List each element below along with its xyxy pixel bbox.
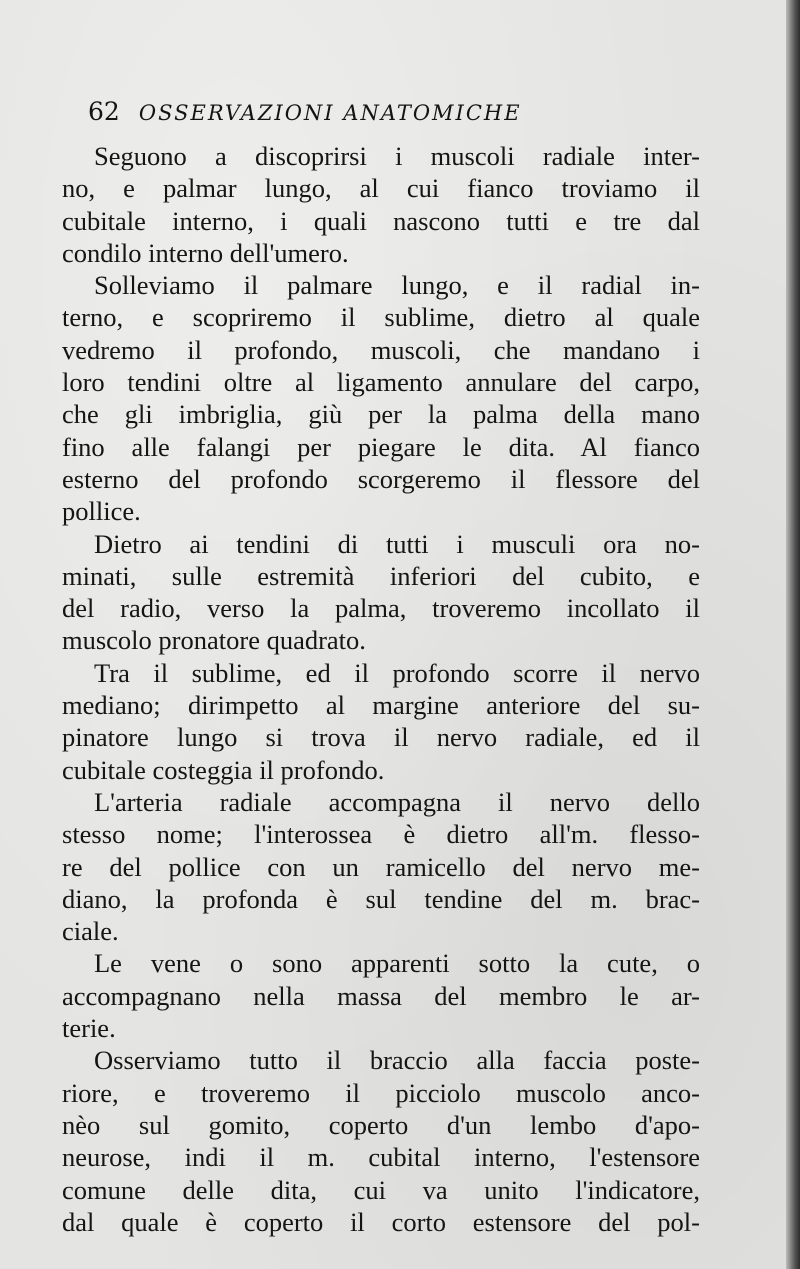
text-line: terno, e scopriremo il sublime, dietro al quale: [62, 302, 700, 333]
text-line: Tra il sublime, ed il profondo scorre il nervo: [94, 657, 700, 688]
text-line: ciale.: [62, 916, 119, 947]
text-line: neurose, indi il m. cubital interno, l'estensore: [62, 1142, 700, 1173]
text-line: del radio, verso la palma, troveremo incollato il: [62, 593, 700, 624]
text-line: Osserviamo tutto il braccio alla faccia poste-: [94, 1045, 700, 1076]
text-line: cubitale interno, i quali nascono tutti e tre dal: [62, 205, 700, 236]
text-line: accompagnano nella massa del membro le ar-: [62, 980, 700, 1011]
text-line: fino alle falangi per piegare le dita. Al fianco: [62, 431, 700, 462]
page-number: 62: [88, 97, 120, 126]
text-line: nèo sul gomito, coperto d'un lembo d'apo-: [62, 1109, 700, 1140]
text-line: muscolo pronatore quadrato.: [62, 625, 366, 656]
text-line: Dietro ai tendini di tutti i musculi ora no-: [94, 528, 700, 559]
page-edge-shadow: [786, 0, 800, 1269]
text-line: cubitale costeggia il profondo.: [62, 754, 385, 785]
text-line: L'arteria radiale accompagna il nervo dello: [94, 786, 700, 817]
text-line: Le vene o sono apparenti sotto la cute, o: [94, 948, 700, 979]
text-line: condilo interno dell'umero.: [62, 237, 349, 268]
text-line: comune delle dita, cui va unito l'indicatore,: [62, 1174, 700, 1205]
text-line: Solleviamo il palmare lungo, e il radial in-: [94, 270, 700, 301]
text-line: che gli imbriglia, giù per la palma della mano: [62, 399, 700, 430]
text-line: mediano; dirimpetto al margine anteriore del su-: [62, 690, 700, 721]
text-line: dal quale è coperto il corto estensore del pol-: [62, 1206, 700, 1237]
text-line: riore, e troveremo il picciolo muscolo anco-: [62, 1077, 700, 1108]
text-line: Seguono a discoprirsi i muscoli radiale inter-: [94, 141, 700, 171]
text-line: esterno del profondo scorgeremo il flessore del: [62, 463, 700, 494]
page-header: [88, 97, 522, 126]
text-line: diano, la profonda è sul tendine del m. brac-: [62, 883, 700, 914]
body-text: [62, 140, 700, 1238]
text-line: minati, sulle estremità inferiori del cubito, e: [62, 560, 700, 591]
text-line: stesso nome; l'interossea è dietro all'm. flesso-: [62, 819, 700, 850]
text-line: vedremo il profondo, muscoli, che mandano i: [62, 334, 700, 365]
text-line: pinatore lungo si trova il nervo radiale, ed il: [62, 722, 700, 753]
text-line: terie.: [62, 1013, 116, 1044]
text-line: loro tendini oltre al ligamento annulare del carpo,: [62, 367, 700, 398]
running-title: OSSERVAZIONI ANATOMICHE: [138, 101, 522, 125]
text-line: re del pollice con un ramicello del nervo me-: [62, 851, 700, 882]
text-line: pollice.: [62, 496, 141, 527]
text-line: no, e palmar lungo, al cui fianco troviamo il: [62, 173, 700, 204]
